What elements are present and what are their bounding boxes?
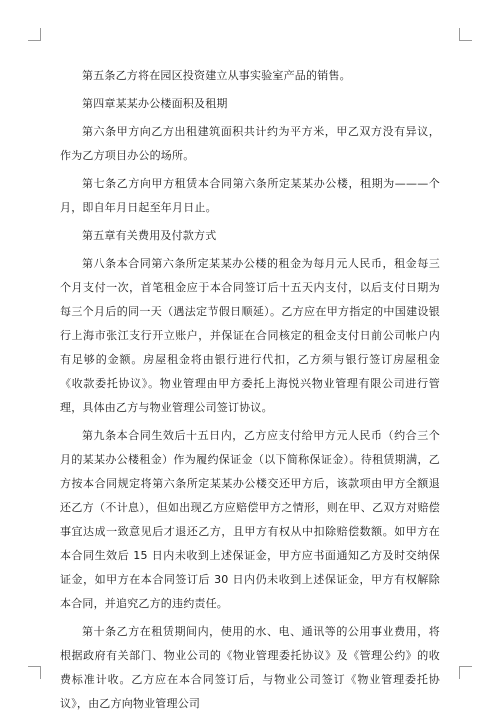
article-5: 第五条乙方将在园区投资建立从事实验室产品的销售。	[82, 69, 351, 82]
article-8: 第八条本合同第六条所定某某办公楼的租金为每月元人民币，租金每三个月支付一次，首笔租金应于本合同签订后十五天内支付，以后支付日期为每三个月后的同一天（遇法定节假日顺延）。乙方应在甲方指定的中国建设银行上海市张江支行开立账户，并保证在合同核定的租金支付日前公司帐户内有足够的金额。房屋租金将由银行进行代扣，乙方须与银行签订房屋租金《收款委托协议》。物业管理由甲方委托上海悦兴物业管理有限公司进行管理，具体由乙方与物业管理公司签订协议。	[60, 257, 440, 414]
article-10: 第十条乙方在租赁期间内，使用的水、电、通讯等的公用事业费用，将根据政府有关部门、物业公司的《物业管理委托协议》及《管理公约》的收费标准计收。乙方应在本合同签订后，与物业公司签订《物业管理委托协议》，由乙方向物业管理公司	[60, 625, 440, 710]
corner-mark-bottom-right	[459, 666, 472, 679]
article-6: 第六条甲方向乙方出租建筑面积共计约为平方米，甲乙双方没有异议，作为乙方项目办公的场所。	[60, 125, 440, 162]
document-body	[60, 64, 440, 720]
article-9: 第九条本合同生效后十五日内，乙方应支付给甲方元人民币（约合三个月的某某办公楼租金）作为履约保证金（以下简称保证金）。待租赁期满，乙方按本合同规定将第六条所定某某办公楼交还甲方后，该款项由甲方全额退还乙方（不计息），但如出现乙方应赔偿甲方之情形，则在甲、乙双方对赔偿事宜达成一致意见后才退还乙方，且甲方有权从中扣除赔偿数额。如甲方在本合同生效后 15 日内未收到上述保证金，甲方应书面通知乙方及时交纳保证金，如甲方在本合同签订后 30 日内仍未收到上述保证金，甲方有权解除本合同，并追究乙方的违约责任。	[60, 429, 440, 610]
corner-mark-top-right	[459, 28, 472, 41]
article-7: 第七条乙方向甲方租赁本合同第六条所定某某办公楼，租期为———个月，即自年月日起至年月日止。	[60, 177, 440, 214]
corner-mark-bottom-left	[28, 666, 41, 679]
chapter-4-heading: 第四章某某办公楼面积及租期	[82, 97, 228, 110]
chapter-5-heading: 第五章有关费用及付款方式	[82, 229, 217, 242]
corner-mark-top-left	[28, 28, 41, 41]
